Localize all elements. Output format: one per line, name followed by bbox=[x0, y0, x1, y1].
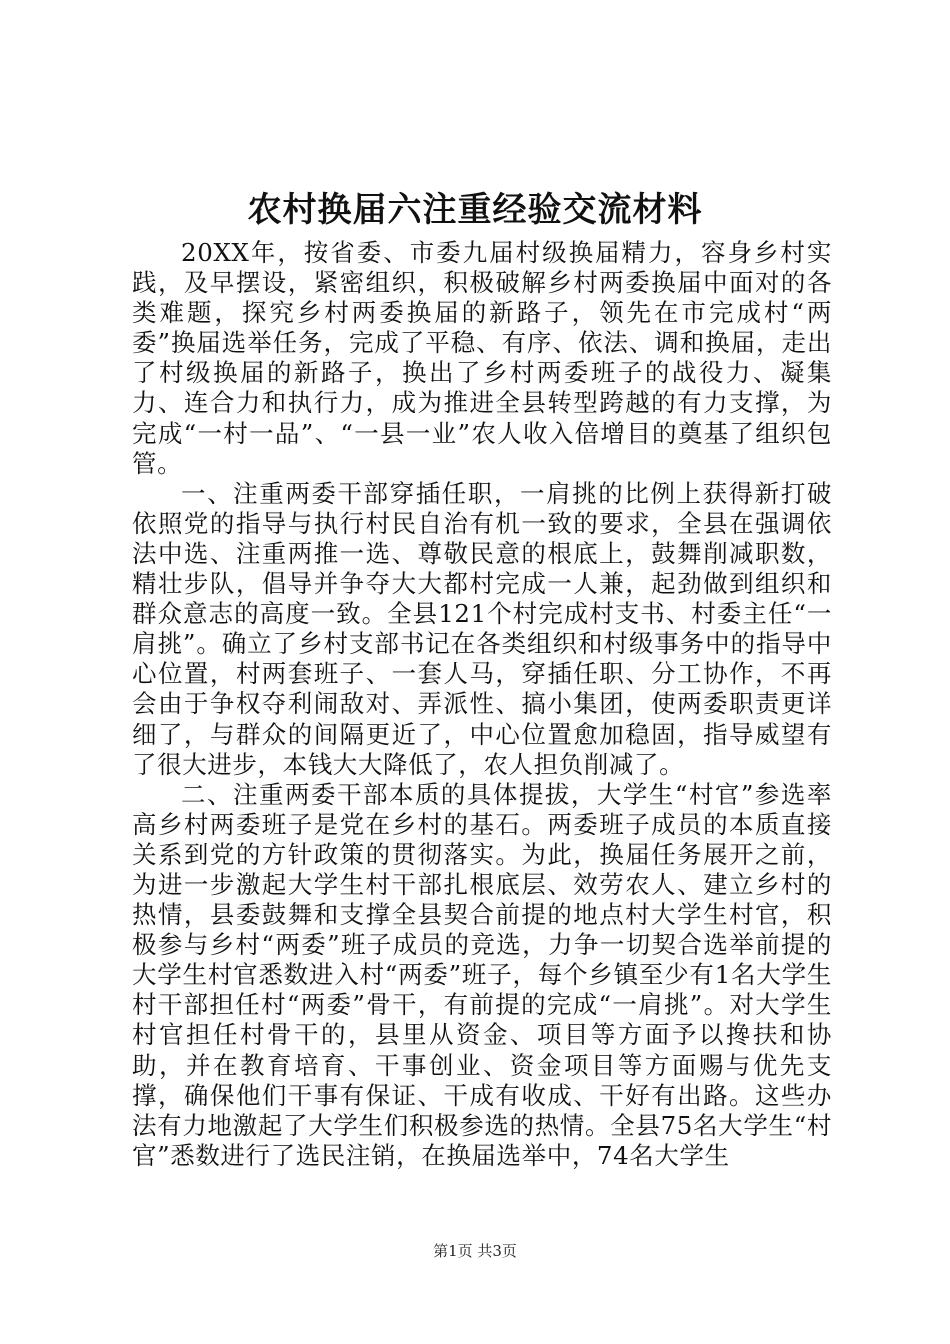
paragraph-section-2: 二、注重两委干部本质的具体提拔，大学生“村官”参选率高乡村两委班子是党在乡村的基石。两委班子成员的本质直接关系到党的方针政策的贯彻落实。为此，换届任务展开之前，为进一步激起大学生村干部扎根底层、效劳农人、建立乡村的热情，县委鼓舞和支撑全县契合前提的地点村大学生村官，积极参与乡村“两委”班子成员的竞选，力争一切契合选举前提的大学生村官悉数进入村“两委”班子，每个乡镇至少有1名大学生村干部担任村“两委”骨干，有前提的完成“一肩挑”。对大学生村官担任村骨干的，县里从资金、项目等方面予以搀扶和协助，并在教育培育、干事创业、资金项目等方面赐与优先支撑，确保他们干事有保证、干成有收成、干好有出路。这些办法有力地激起了大学生们积极参选的热情。全县75名大学生“村官”悉数进行了选民注销，在换届选举中，74名大学生 bbox=[132, 779, 832, 1170]
document-title: 农村换届六注重经验交流材料 bbox=[247, 190, 703, 230]
paragraph-intro: 20XX年，按省委、市委九届村级换届精力，容身乡村实践，及早摆设，紧密组织，积极破解乡村两委换届中面对的各类难题，探究乡村两委换届的新路子，领先在市完成村“两委”换届选举任务，完成了平稳、有序、依法、调和换届，走出了村级换届的新路子，换出了乡村两委班子的战役力、凝集力、连合力和执行力，成为推进全县转型跨越的有力支撑，为完成“一村一品”、“一县一业”农人收入倍增目的奠基了组织包管。 bbox=[132, 238, 832, 478]
document-body bbox=[132, 238, 832, 1171]
paragraph-section-1: 一、注重两委干部穿插任职，一肩挑的比例上获得新打破依照党的指导与执行村民自治有机一致的要求，全县在强调依法中选、注重两推一选、尊敬民意的根底上，鼓舞削减职数，精壮步队，倡导并争夺大大都村完成一人兼，起劲做到组织和群众意志的高度一致。全县121个村完成村支书、村委主任“一肩挑”。确立了乡村支部书记在各类组织和村级事务中的指导中心位置，村两套班子、一套人马，穿插任职、分工协作，不再会由于争权夺利闹敌对、弄派性、搞小集团，使两委职责更详细了，与群众的间隔更近了，中心位置愈加稳固，指导威望有了很大进步，本钱大大降低了，农人担负削减了。 bbox=[132, 478, 832, 779]
page-footer: 第1页 共3页 bbox=[433, 1242, 517, 1260]
